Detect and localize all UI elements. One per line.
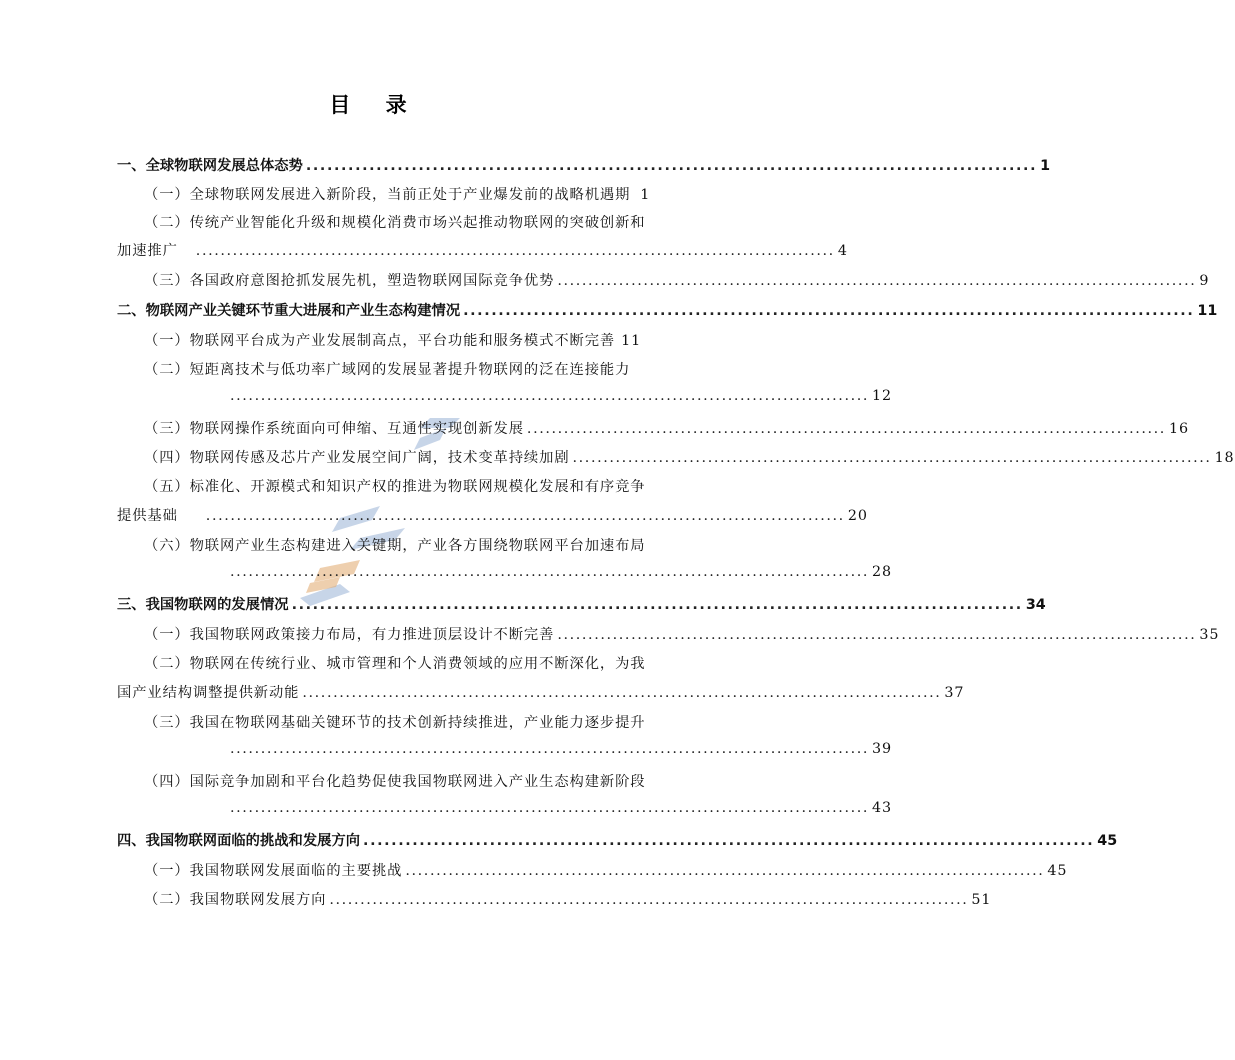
- toc-page-number: 34: [1025, 597, 1046, 613]
- toc-section-3-2-line1[interactable]: （二）物联网在传统行业、城市管理和个人消费领域的应用不断深化，为我: [144, 656, 646, 672]
- toc-section-2-6-line1[interactable]: （六）物联网产业生态构建进入关键期，产业各方围绕物联网平台加速布局: [144, 538, 646, 554]
- toc-page-number: 9: [1199, 273, 1210, 289]
- toc-label: （一）全球物联网发展进入新阶段，当前正处于产业爆发前的战略机遇期: [144, 187, 631, 203]
- toc-label: 国产业结构调整提供新动能: [117, 685, 300, 701]
- toc-section-2-5[interactable]: 提供基础 ........................................................................................................ 20: [117, 505, 637, 525]
- toc-section-2-2[interactable]: ........................................................................................................ 12: [230, 388, 893, 404]
- toc-page-number: 12: [872, 388, 893, 404]
- toc-label: 四、我国物联网面临的挑战和发展方向: [117, 833, 361, 849]
- toc-page-number: 1: [640, 187, 651, 203]
- toc-section-2-5-line1[interactable]: （五）标准化、开源模式和知识产权的推进为物联网规模化发展和有序竞争: [144, 479, 646, 495]
- toc-label: 二、物联网产业关键环节重大进展和产业生态构建情况: [117, 303, 461, 319]
- toc-page-number: 51: [971, 892, 992, 908]
- toc-section-1-2-line1[interactable]: （二）传统产业智能化升级和规模化消费市场兴起推动物联网的突破创新和: [144, 215, 646, 231]
- toc-section-3-4-line1[interactable]: （四）国际竞争加剧和平台化趋势促使我国物联网进入产业生态构建新阶段: [144, 774, 646, 790]
- toc-section-1-2[interactable]: 加速推广 ........................................................................................................ 4: [117, 240, 637, 260]
- toc-label: （二）我国物联网发展方向: [144, 892, 327, 908]
- toc-page-number: 11: [621, 333, 642, 349]
- toc-section-2-4[interactable]: （四）物联网传感及芯片产业发展空间广阔，技术变革持续加剧 ........................................................................................................ 18: [144, 447, 637, 467]
- toc-section-4-1[interactable]: （一）我国物联网发展面临的主要挑战 ........................................................................................................ 45: [144, 860, 637, 880]
- toc-section-2-2-line1[interactable]: （二）短距离技术与低功率广域网的发展显著提升物联网的泛在连接能力: [144, 362, 631, 378]
- toc-section-3-3-line1[interactable]: （三）我国在物联网基础关键环节的技术创新持续推进，产业能力逐步提升: [144, 715, 646, 731]
- page-title: 目 录: [329, 93, 421, 117]
- toc-label: 三、我国物联网的发展情况: [117, 597, 289, 613]
- toc-label: 一、全球物联网发展总体态势: [117, 158, 303, 174]
- toc-page-number: 43: [872, 800, 893, 816]
- toc-page-number: 45: [1047, 863, 1068, 879]
- toc-label: （一）我国物联网发展面临的主要挑战: [144, 863, 403, 879]
- toc-chapter-4[interactable]: 四、我国物联网面临的挑战和发展方向 ........................................................................................................ 45: [117, 830, 637, 850]
- toc-page-number: 28: [872, 564, 893, 580]
- toc-page-number: 18: [1214, 450, 1235, 466]
- toc-page-number: 45: [1097, 833, 1118, 849]
- toc-section-3-3[interactable]: ........................................................................................................ 39: [230, 741, 893, 757]
- toc-page-number: 37: [944, 685, 965, 701]
- toc-label: （一）物联网平台成为产业发展制高点，平台功能和服务模式不断完善: [144, 333, 616, 349]
- toc-page-number: 35: [1199, 627, 1220, 643]
- toc-page-number: 20: [847, 508, 868, 524]
- toc-page-number: 16: [1168, 421, 1189, 437]
- toc-page-number: 1: [1040, 158, 1051, 174]
- toc-label: （三）各国政府意图抢抓发展先机，塑造物联网国际竞争优势: [144, 273, 555, 289]
- toc-chapter-3[interactable]: 三、我国物联网的发展情况 ........................................................................................................ 34: [117, 594, 637, 614]
- toc-section-4-2[interactable]: （二）我国物联网发展方向 ........................................................................................................ 51: [144, 889, 637, 909]
- toc-section-3-1[interactable]: （一）我国物联网政策接力布局，有力推进顶层设计不断完善 ........................................................................................................ 35: [144, 624, 637, 644]
- toc-section-1-3[interactable]: （三）各国政府意图抢抓发展先机，塑造物联网国际竞争优势 ........................................................................................................ 9: [144, 270, 637, 290]
- toc-page-number: 11: [1197, 303, 1218, 319]
- toc-label: 提供基础: [117, 508, 178, 524]
- toc-section-2-6[interactable]: ........................................................................................................ 28: [230, 564, 893, 580]
- toc-label: 加速推广: [117, 243, 178, 259]
- toc-section-1-1[interactable]: [144, 184, 651, 204]
- toc-label: （一）我国物联网政策接力布局，有力推进顶层设计不断完善: [144, 627, 555, 643]
- toc-page-number: 4: [837, 243, 848, 259]
- toc-section-3-4[interactable]: ........................................................................................................ 43: [230, 800, 893, 816]
- toc-chapter-2[interactable]: 二、物联网产业关键环节重大进展和产业生态构建情况 ........................................................................................................ 11: [117, 300, 637, 320]
- toc-section-3-2[interactable]: 国产业结构调整提供新动能 ........................................................................................................ 37: [117, 682, 637, 702]
- toc-page-number: 39: [872, 741, 893, 757]
- toc-section-2-3[interactable]: （三）物联网操作系统面向可伸缩、互通性实现创新发展 ........................................................................................................ 16: [144, 418, 637, 438]
- toc-chapter-1[interactable]: 一、全球物联网发展总体态势 ........................................................................................................ 1: [117, 155, 637, 175]
- toc-label: （四）物联网传感及芯片产业发展空间广阔，技术变革持续加剧: [144, 450, 570, 466]
- toc-section-2-1[interactable]: [144, 330, 642, 350]
- toc-label: （三）物联网操作系统面向可伸缩、互通性实现创新发展: [144, 421, 524, 437]
